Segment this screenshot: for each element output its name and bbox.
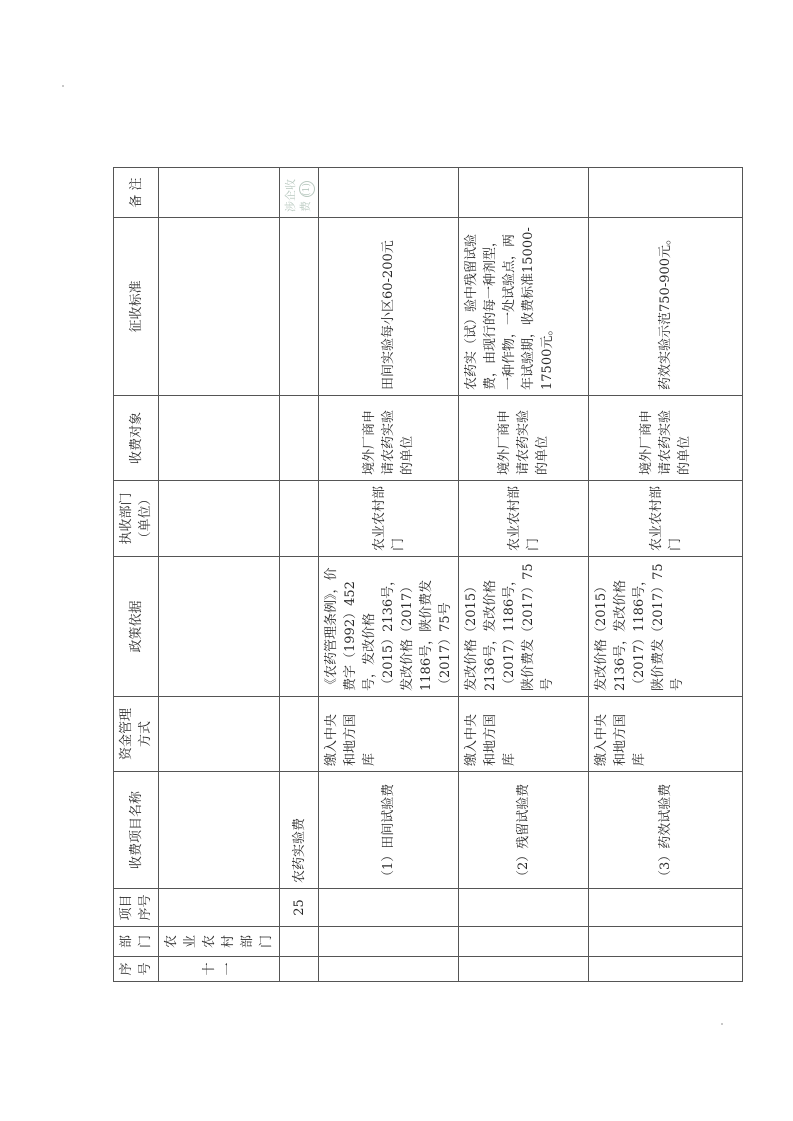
category-row (280, 168, 319, 982)
remark-stamp-number: (1) (299, 182, 315, 198)
header-standard: 征收标准 (114, 218, 159, 396)
row-payer: 境外厂商申请农药实验的单位 (459, 396, 589, 481)
section-row (159, 168, 280, 982)
header-item-no: 项目序号 (114, 889, 159, 927)
row-payer: 境外厂商申请农药实验的单位 (589, 396, 743, 481)
row-policy: 《农药管理条例》，价费字（1992）452号，发改价格（2015）2136号，发改价格（2017）1186号，陕价费发（2017）75号 (319, 557, 459, 697)
section-dept: 农业农村部门 (159, 927, 280, 957)
row-standard: 药效实验示范750-900元。 (589, 218, 743, 396)
table-row (589, 168, 743, 982)
row-collector: 农业农村部门 (459, 481, 589, 557)
category-item-name: 农药实验费 (280, 772, 319, 889)
row-standard: 农药实（试）验中残留试验费，由现行的每一种剂型，一种作物，一处试验点，两年试验期，收费标准15000-17500元。 (459, 218, 589, 396)
row-policy: 发改价格（2015）2136号，发改价格（2017）1186号，陕价费发（2017）75号 (589, 557, 743, 697)
row-standard: 田间实验每小区60-200元 (319, 218, 459, 396)
header-collector: 执收部门（单位） (114, 481, 159, 557)
remark-stamp (280, 168, 319, 218)
header-policy: 政策依据 (114, 557, 159, 697)
table-row (319, 168, 459, 982)
row-fund-mgmt: 缴入中央和地方国库 (319, 697, 459, 772)
scan-speck (721, 1023, 723, 1025)
table-row (459, 168, 589, 982)
header-remark: 备 注 (114, 168, 159, 218)
header-fund-mgmt: 资金管理方式 (114, 697, 159, 772)
fee-table (113, 167, 743, 982)
rotated-page (113, 168, 692, 982)
header-payer: 收费对象 (114, 396, 159, 481)
category-item-no: 25 (280, 889, 319, 927)
row-fund-mgmt: 缴入中央和地方国库 (459, 697, 589, 772)
row-policy: 发改价格（2015）2136号，发改价格（2017）1186号，陕价费发（2017）75号 (459, 557, 589, 697)
scan-speck (62, 85, 64, 87)
remark-stamp-text: 涉企收费 (284, 179, 312, 212)
header-item-name: 收费项目名称 (114, 772, 159, 889)
row-collector: 农业农村部门 (319, 481, 459, 557)
row-item-name: （1）田间试验费 (319, 772, 459, 889)
row-item-name: （3）药效试验费 (589, 772, 743, 889)
section-seq: 十一 (159, 957, 280, 982)
header-row (114, 168, 159, 982)
row-collector: 农业农村部门 (589, 481, 743, 557)
header-dept: 部门 (114, 927, 159, 957)
row-fund-mgmt: 缴入中央和地方国库 (589, 697, 743, 772)
row-item-name: （2）残留试验费 (459, 772, 589, 889)
row-payer: 境外厂商申请农药实验的单位 (319, 396, 459, 481)
header-seq: 序号 (114, 957, 159, 982)
